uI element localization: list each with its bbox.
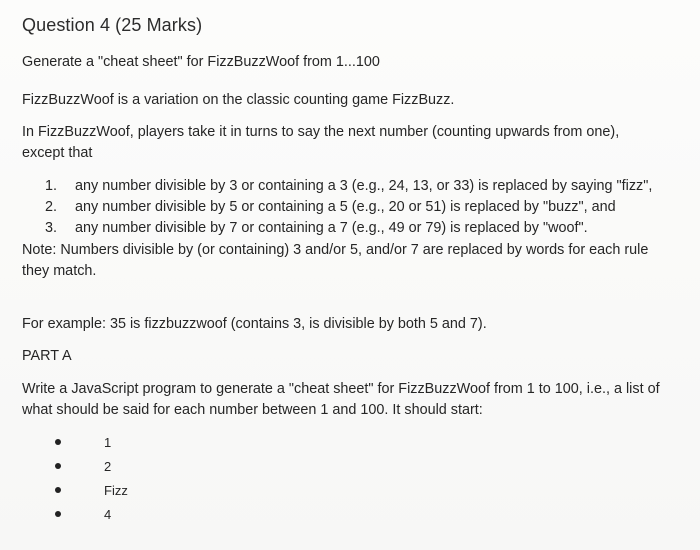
description-text: FizzBuzzWoof is a variation on the classic counting game FizzBuzz. bbox=[22, 92, 455, 108]
note-text bbox=[22, 240, 648, 282]
rules-intro-line-1: In FizzBuzzWoof, players take it in turns to say the next number (counting upwards from one), bbox=[22, 124, 620, 140]
rules-intro-line-2: except that bbox=[22, 145, 93, 161]
rules-list bbox=[45, 176, 652, 239]
task-line-1: Write a JavaScript program to generate a "cheat sheet" for FizzBuzzWoof from 1 to 100, i.e., a list of bbox=[22, 381, 660, 397]
note-line-2: they match. bbox=[22, 263, 97, 279]
rule-item bbox=[45, 218, 652, 239]
rule-number: 3. bbox=[45, 220, 58, 236]
start-list-item bbox=[55, 454, 128, 478]
example-text: For example: 35 is fizzbuzzwoof (contains 3, is divisible by both 5 and 7). bbox=[22, 316, 487, 332]
task-text bbox=[22, 379, 660, 421]
part-label: PART A bbox=[22, 348, 72, 364]
rule-item bbox=[45, 176, 652, 197]
start-list-item bbox=[55, 478, 128, 502]
rule-text: any number divisible by 7 or containing a 7 (e.g., 49 or 79) is replaced by "woof". bbox=[75, 220, 588, 236]
rule-text: any number divisible by 5 or containing a 5 (e.g., 20 or 51) is replaced by "buzz", and bbox=[75, 199, 616, 215]
start-list-value: 1 bbox=[104, 434, 112, 450]
rule-item bbox=[45, 197, 652, 218]
question-title: Question 4 (25 Marks) bbox=[22, 15, 203, 35]
start-list-value: Fizz bbox=[104, 482, 128, 498]
bullet-icon bbox=[55, 511, 61, 517]
start-list-value: 2 bbox=[104, 458, 112, 474]
start-list-value: 4 bbox=[104, 506, 112, 522]
rules-intro bbox=[22, 122, 619, 164]
intro-text: Generate a "cheat sheet" for FizzBuzzWoof from 1...100 bbox=[22, 54, 380, 70]
bullet-icon bbox=[55, 463, 61, 469]
bullet-icon bbox=[55, 487, 61, 493]
rule-number: 2. bbox=[45, 199, 58, 215]
bullet-icon bbox=[55, 439, 61, 445]
task-line-2: what should be said for each number between 1 and 100. It should start: bbox=[22, 402, 483, 418]
start-list bbox=[55, 430, 128, 526]
rule-text: any number divisible by 3 or containing a 3 (e.g., 24, 13, or 33) is replaced by saying "fizz", bbox=[75, 178, 653, 194]
rule-number: 1. bbox=[45, 178, 58, 194]
start-list-item bbox=[55, 502, 128, 526]
note-line-1: Note: Numbers divisible by (or containing) 3 and/or 5, and/or 7 are replaced by words for each rule bbox=[22, 242, 649, 258]
start-list-item bbox=[55, 430, 128, 454]
